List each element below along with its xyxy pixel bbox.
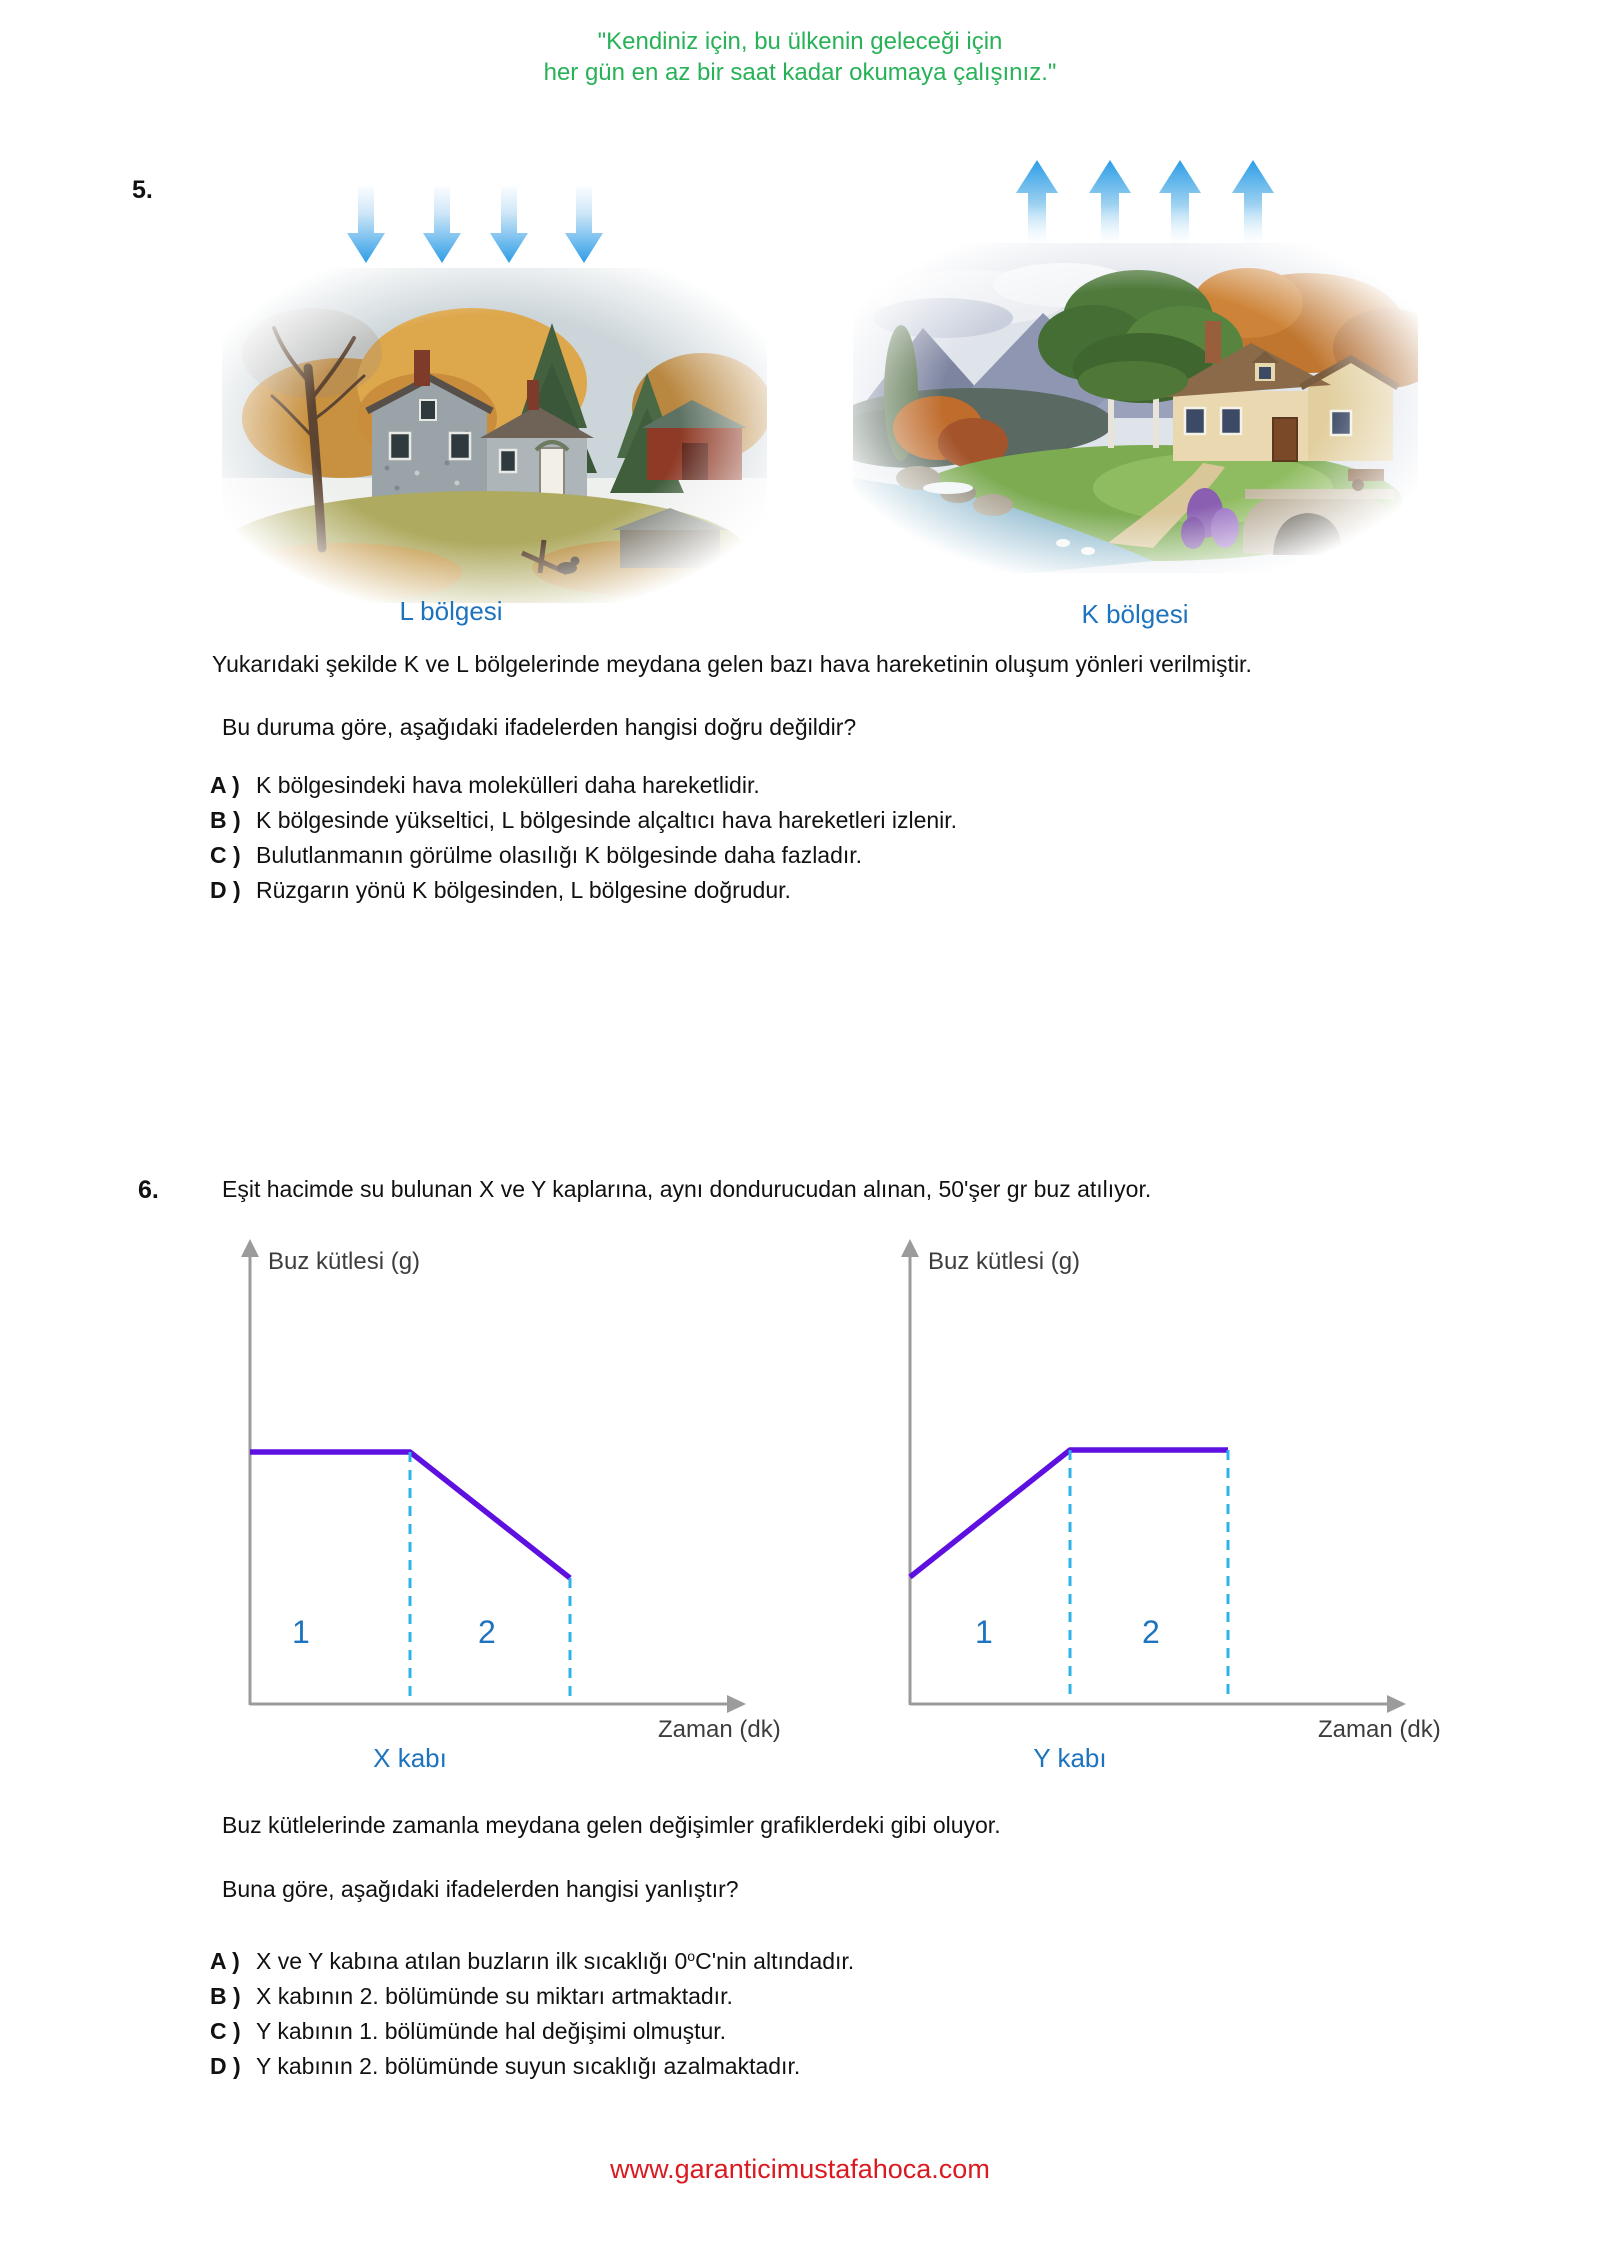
question6-options [210,1948,854,2088]
y-axis-arrow-icon [241,1239,259,1257]
header-quote-line1: "Kendiniz için, bu ülkenin geleceği için [597,28,1003,55]
region-1-label: 1 [292,1614,310,1650]
option-letter: D ) [210,877,241,903]
window [390,433,410,459]
region-2-label: 2 [1142,1614,1160,1650]
up-arrow-icon [1089,160,1131,250]
region-2-label: 2 [478,1614,496,1650]
question5-intro: Yukarıdaki şekilde K ve L bölgelerinde meydana gelen bazı hava hareketinin oluşum yönleri verilmiştir. [212,651,1252,677]
y-axis-label: Buz kütlesi (g) [928,1248,1081,1275]
option-letter: A ) [210,1948,240,1974]
up-arrow-icon [1232,160,1274,250]
option-text: K bölgesindeki hava molekülleri daha hareketlidir. [256,772,760,798]
l-region-photo [222,268,767,608]
option-text: Bulutlanmanın görülme olasılığı K bölgesinde daha fazladır. [256,842,863,868]
up-arrow-icon [1159,160,1201,250]
header-quote-line2: her gün en az bir saat kadar okumaya çalışınız." [543,59,1057,86]
option-c [210,2018,854,2053]
x-axis-arrow-icon [1387,1695,1406,1713]
option-text: X kabının 2. bölümünde su miktarı artmaktadır. [256,1983,733,2009]
footer-url: www.garanticimustafahoca.com [610,2154,990,2184]
option-text: Rüzgarın yönü K bölgesinden, L bölgesine doğrudur. [256,877,791,903]
k-region-photo [853,243,1418,578]
graph-caption: Y kabı [1033,1743,1107,1773]
down-arrow-icon [423,186,461,263]
option-text: Y kabının 1. bölümünde hal değişimi olmuştur. [256,2018,727,2044]
y-axis-label: Buz kütlesi (g) [268,1248,421,1275]
graph-caption: X kabı [373,1743,447,1773]
option-d [210,2053,854,2088]
question6-middle: Buz kütlelerinde zamanla meydana gelen değişimler grafiklerdeki gibi oluyor. [222,1812,1001,1838]
up-arrow-icon [1016,160,1058,250]
option-text: C'nin altındadır. [695,1948,855,1974]
option-letter: C ) [210,842,241,868]
x-axis-label: Zaman (dk) [658,1716,781,1743]
option-letter: D ) [210,2053,241,2079]
question5-number: 5. [132,176,153,204]
option-text: X ve Y kabına atılan buzların ilk sıcaklığı 0 [256,1948,688,1974]
question6-prompt: Buna göre, aşağıdaki ifadelerden hangisi yanlıştır? [222,1876,739,1902]
option-letter: C ) [210,2018,241,2044]
y-axis-arrow-icon [901,1239,919,1257]
degree-superscript: o [687,1948,696,1964]
option-text: Y kabının 2. bölümünde suyun sıcaklığı azalmaktadır. [256,2053,801,2079]
option-a [210,1948,854,1983]
down-arrows-group [340,186,604,266]
down-arrow-icon [565,186,603,263]
option-letter: B ) [210,807,241,833]
option-b [210,807,957,842]
down-arrow-icon [347,186,385,263]
chimney [1205,321,1221,363]
option-letter: A ) [210,772,240,798]
window [450,433,470,459]
up-arrows-group [1008,160,1282,252]
question6-intro: Eşit hacimde su bulunan X ve Y kaplarına, aynı dondurucudan alınan, 50'şer gr buz atılıyor. [222,1176,1152,1202]
graph-y-kabi [890,1235,1450,1785]
question5-options [210,772,957,912]
x-axis-arrow-icon [727,1695,746,1713]
option-letter: B ) [210,1983,241,2009]
door [1273,418,1297,461]
option-c [210,842,957,877]
option-text: K bölgesinde yükseltici, L bölgesinde alçaltıcı hava hareketleri izlenir. [256,807,958,833]
region-1-label: 1 [975,1614,993,1650]
l-region-label: L bölgesi [399,596,503,626]
option-a [210,772,957,807]
door [540,448,564,496]
k-region-label: K bölgesi [1081,599,1189,629]
header-quote [0,26,1600,88]
option-d [210,877,957,912]
down-arrow-icon [490,186,528,263]
option-b [210,1983,854,2018]
x-axis-label: Zaman (dk) [1318,1716,1441,1743]
duck [1056,539,1070,547]
window [1185,408,1205,434]
question6-number: 6. [138,1176,159,1204]
window [1221,408,1241,434]
question5-prompt: Bu duruma göre, aşağıdaki ifadelerden hangisi doğru değildir? [222,714,857,740]
graph-x-kabi [230,1235,790,1785]
